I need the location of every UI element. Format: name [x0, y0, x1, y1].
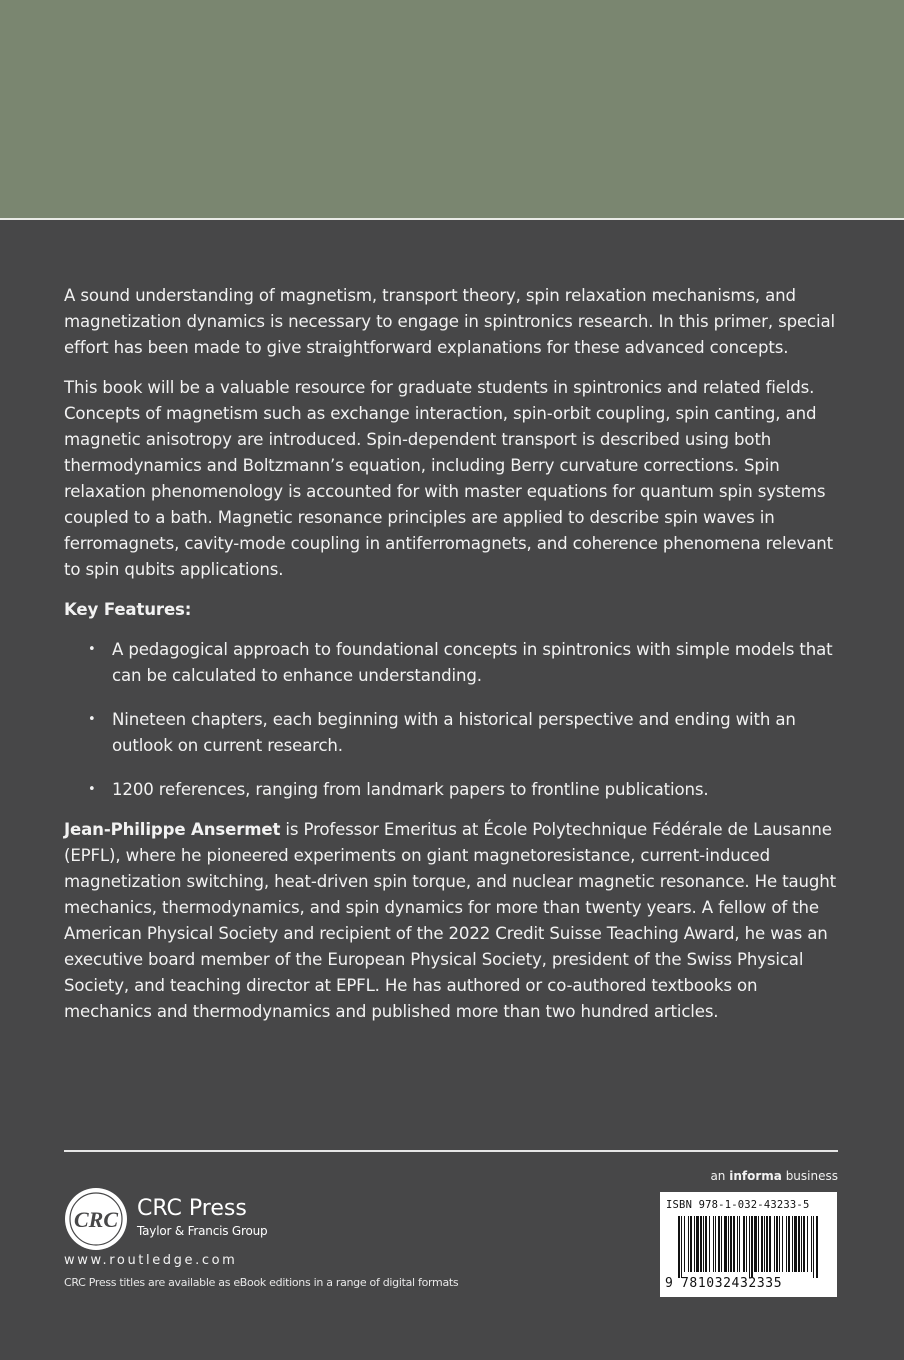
footer-divider — [64, 1150, 838, 1152]
barcode-bar — [749, 1216, 750, 1278]
informa-bold: informa — [729, 1169, 782, 1183]
barcode-bar — [803, 1216, 805, 1272]
barcode-bar — [728, 1216, 729, 1272]
barcode-bar — [798, 1216, 800, 1272]
barcode-bar — [776, 1216, 778, 1272]
informa-tagline — [710, 1169, 838, 1183]
barcode-bar — [721, 1216, 722, 1272]
barcode-bar — [792, 1216, 793, 1272]
barcode-bar — [816, 1216, 818, 1278]
barcode-bar — [718, 1216, 720, 1272]
barcode-bar — [761, 1216, 763, 1272]
bullet-icon: • — [88, 712, 96, 727]
barcode-bar — [700, 1216, 702, 1272]
bullet-icon: • — [88, 782, 96, 797]
top-divider — [0, 218, 904, 220]
publisher-group: Taylor & Francis Group — [137, 1224, 268, 1238]
barcode-bar — [713, 1216, 714, 1272]
key-features-list — [64, 637, 844, 803]
barcode-lead-digit: 9 — [665, 1276, 673, 1291]
barcode-bar — [696, 1216, 699, 1272]
list-item — [64, 707, 844, 759]
barcode-bar — [788, 1216, 790, 1272]
bullet-icon: • — [88, 642, 96, 657]
barcode-bar — [739, 1216, 740, 1272]
description-paragraph: This book will be a valuable resource for graduate students in spintronics and related fields. Concepts of magnetism such as exchange interaction, spin-orbit coupling, spin canting, and magnetic anisotropy are introduced. Spin-dependent transport is described using both thermodynamics and Boltzmann’s equation, including Berry curvature corrections. Spin relaxation phenomenology is accounted for with master equations for quantum spin systems coupled to a bath. Magnetic resonance principles are applied to describe spin waves in ferromagnets, cavity-mode coupling in antiferromagnets, and coherence phenomena relevant to spin qubits applications. — [64, 378, 833, 579]
barcode-bar — [724, 1216, 727, 1272]
barcode-bar — [813, 1216, 814, 1278]
list-item — [64, 777, 844, 803]
feature-text: Nineteen chapters, each beginning with a historical perspective and ending with an outlook on current research. — [112, 710, 796, 755]
cover-top-band — [0, 0, 904, 218]
barcode-bar — [758, 1216, 759, 1272]
ebook-note: CRC Press titles are available as eBook editions in a range of digital formats — [64, 1276, 459, 1289]
barcode-bar — [703, 1216, 704, 1272]
author-bio-text: is Professor Emeritus at École Polytechnique Fédérale de Lausanne (EPFL), where he pioneered experiments on giant magnetoresistance, current-induced magnetization switching, heat-driven spin torque, and nuclear magnetic resonance. He taught mechanics, thermodynamics, and spin dynamics for more than twenty years. A fellow of the American Physical Society and recipient of the 2022 Credit Suisse Teaching Award, he was an executive board member of the European Physical Society, president of the Swiss Physical Society, and teaching director at EPFL. He has authored or co-authored textbooks on mechanics and thermodynamics and published more than two hundred articles. — [64, 820, 837, 1021]
barcode-bar — [764, 1216, 765, 1272]
barcode-bar — [794, 1216, 797, 1272]
barcode-bar — [730, 1216, 732, 1272]
barcode-bar — [774, 1216, 775, 1272]
barcode-bar — [743, 1216, 745, 1272]
barcode-bar — [807, 1216, 808, 1272]
barcode-digits: 781032432335 — [681, 1276, 783, 1291]
barcode-bar — [751, 1216, 753, 1278]
barcode-bar — [769, 1216, 771, 1272]
barcode-bar — [690, 1216, 692, 1272]
barcode-bar — [694, 1216, 695, 1272]
key-features-heading: Key Features: — [64, 600, 192, 619]
author-bio — [64, 817, 844, 1025]
barcode-bar — [779, 1216, 780, 1272]
barcode-bar — [746, 1216, 747, 1272]
feature-text: A pedagogical approach to foundational concepts in spintronics with simple models that can be calculated to enhance understanding. — [112, 640, 833, 685]
barcode-bar — [782, 1216, 783, 1272]
barcode-bar — [715, 1216, 716, 1272]
website-link[interactable]: www.routledge.com — [64, 1253, 238, 1268]
back-cover-text — [64, 283, 844, 1039]
feature-text: 1200 references, ranging from landmark papers to frontline publications. — [112, 780, 709, 799]
informa-prefix: an — [710, 1169, 730, 1183]
intro-paragraph: A sound understanding of magnetism, transport theory, spin relaxation mechanisms, and magnetization dynamics is necessary to engage in spintronics research. In this primer, special effort has been made to give straightforward explanations for these advanced concepts. — [64, 286, 835, 357]
barcode-bar — [801, 1216, 802, 1272]
isbn-label: ISBN 978-1-032-43233-5 — [666, 1199, 810, 1211]
barcode-bar — [766, 1216, 768, 1272]
barcode-bar — [754, 1216, 757, 1272]
barcode-bar — [688, 1216, 689, 1272]
barcode-bar — [678, 1216, 680, 1278]
list-item — [64, 637, 844, 689]
barcode-bar — [737, 1216, 738, 1272]
barcode-bar — [684, 1216, 685, 1272]
barcode-bar — [811, 1216, 812, 1272]
crc-logo-text: CRC — [73, 1207, 119, 1232]
barcode-icon — [678, 1216, 820, 1278]
publisher-name: CRC Press — [137, 1196, 247, 1221]
crc-logo-icon — [64, 1187, 128, 1251]
barcode-bar — [786, 1216, 787, 1272]
isbn-barcode-box — [660, 1192, 837, 1297]
author-name: Jean-Philippe Ansermet — [64, 820, 281, 839]
barcode-bar — [705, 1216, 707, 1272]
barcode-bar — [681, 1216, 682, 1278]
barcode-bar — [733, 1216, 735, 1272]
informa-suffix: business — [781, 1169, 838, 1183]
barcode-bar — [709, 1216, 710, 1272]
